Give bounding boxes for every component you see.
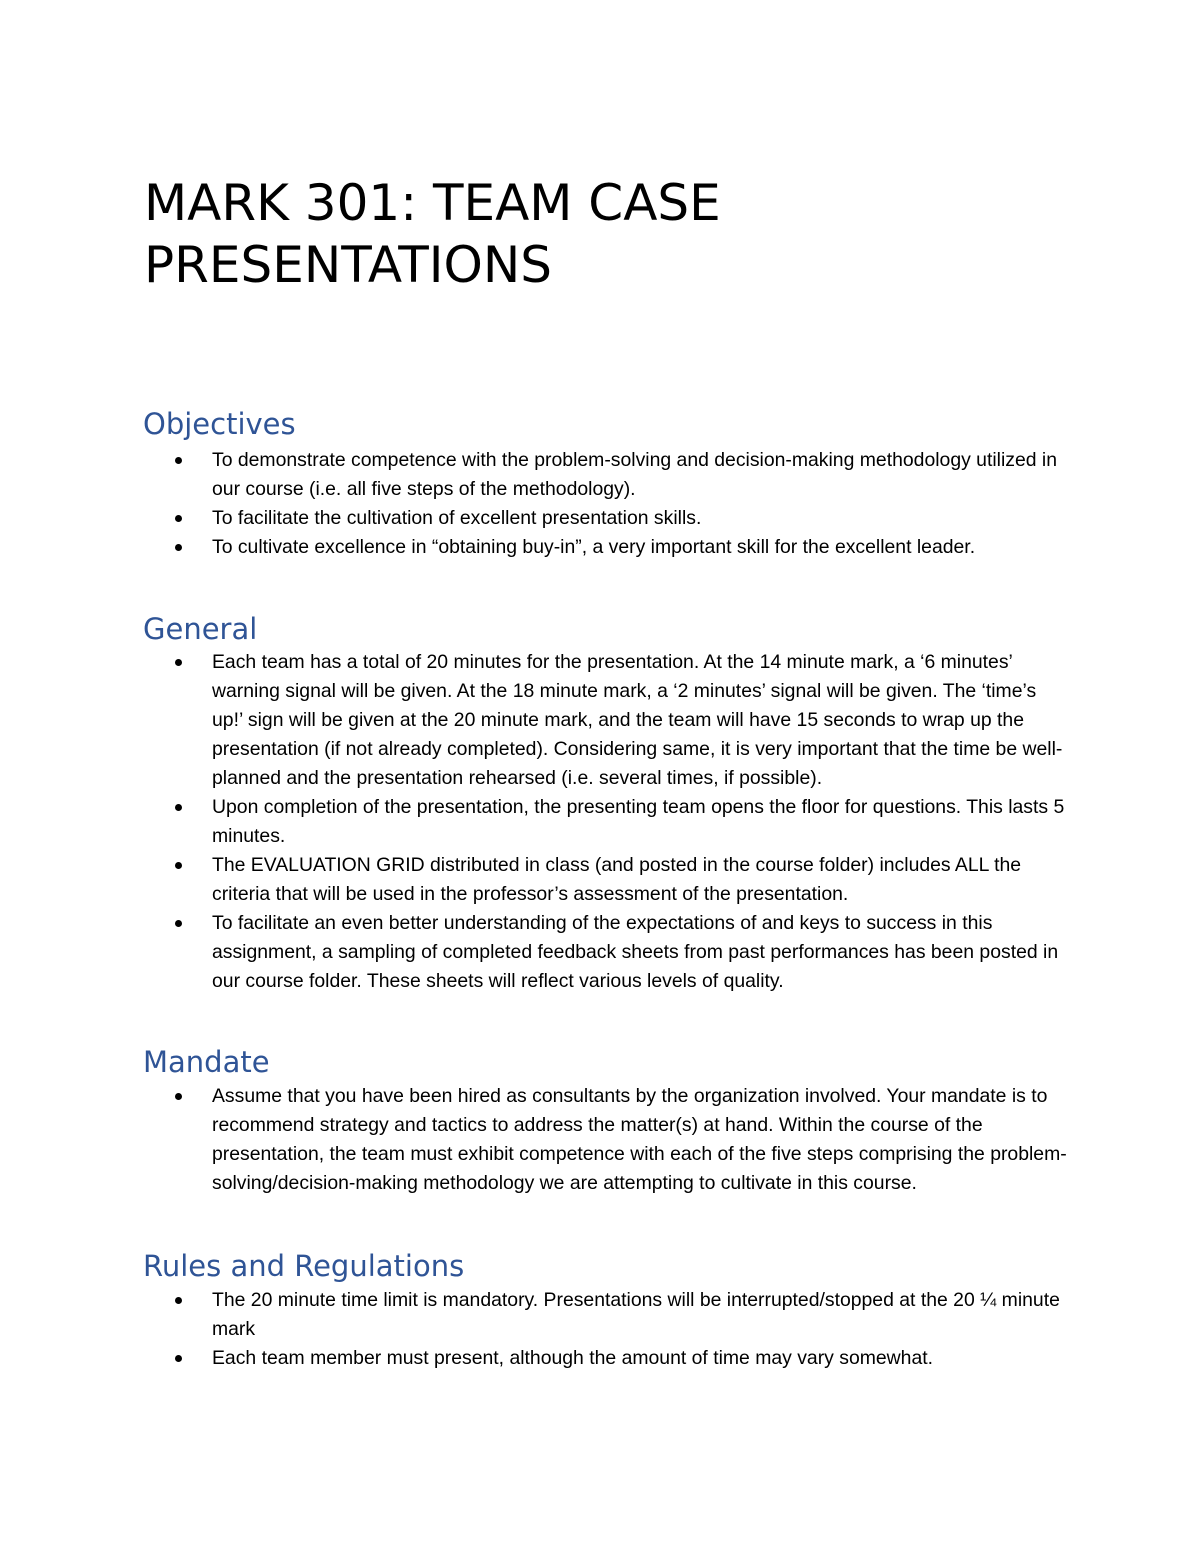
heading-rules-and-regulations: Rules and Regulations — [143, 1249, 465, 1283]
list-item: The 20 minute time limit is mandatory. Presentations will be interrupted/stopped at the 20 ¼ minute mark — [212, 1286, 1072, 1344]
heading-mandate: Mandate — [143, 1045, 270, 1079]
list-item: The EVALUATION GRID distributed in class (and posted in the course folder) includes ALL the criteria that will be used in the professor’s assessment of the presentation. — [212, 851, 1072, 909]
heading-general: General — [143, 612, 258, 646]
rules-list — [212, 1286, 1072, 1373]
document-title — [144, 172, 1064, 296]
title-line-2: PRESENTATIONS — [144, 236, 552, 294]
list-item: To facilitate an even better understanding of the expectations of and keys to success in this assignment, a sampling of completed feedback sheets from past performances has been posted in our course folder. These sheets will reflect various levels of quality. — [212, 909, 1072, 996]
list-item: Each team has a total of 20 minutes for the presentation. At the 14 minute mark, a ‘6 minutes’ warning signal will be given. At the 18 minute mark, a ‘2 minutes’ signal will be given. The ‘time’s up!’ sign will be given at the 20 minute mark, and the team will have 15 seconds to wrap up the presentation (if not already completed). Considering same, it is very important that the time be well-planned and the presentation rehearsed (i.e. several times, if possible). — [212, 648, 1072, 793]
list-item: Upon completion of the presentation, the presenting team opens the floor for questions. This lasts 5 minutes. — [212, 793, 1072, 851]
general-list — [212, 648, 1072, 996]
list-item: Each team member must present, although the amount of time may vary somewhat. — [212, 1344, 1072, 1373]
mandate-list — [212, 1082, 1072, 1198]
title-line-1: MARK 301: TEAM CASE — [144, 174, 721, 232]
list-item: To demonstrate competence with the problem-solving and decision-making methodology utilized in our course (i.e. all five steps of the methodology). — [212, 446, 1072, 504]
list-item: To facilitate the cultivation of excellent presentation skills. — [212, 504, 1072, 533]
list-item: Assume that you have been hired as consultants by the organization involved. Your mandate is to recommend strategy and tactics to address the matter(s) at hand. Within the course of the presentation, the team must exhibit competence with each of the five steps comprising the problem-solving/decision-making methodology we are attempting to cultivate in this course. — [212, 1082, 1072, 1198]
heading-objectives: Objectives — [143, 407, 296, 441]
objectives-list — [212, 446, 1072, 562]
list-item: To cultivate excellence in “obtaining buy-in”, a very important skill for the excellent leader. — [212, 533, 1072, 562]
